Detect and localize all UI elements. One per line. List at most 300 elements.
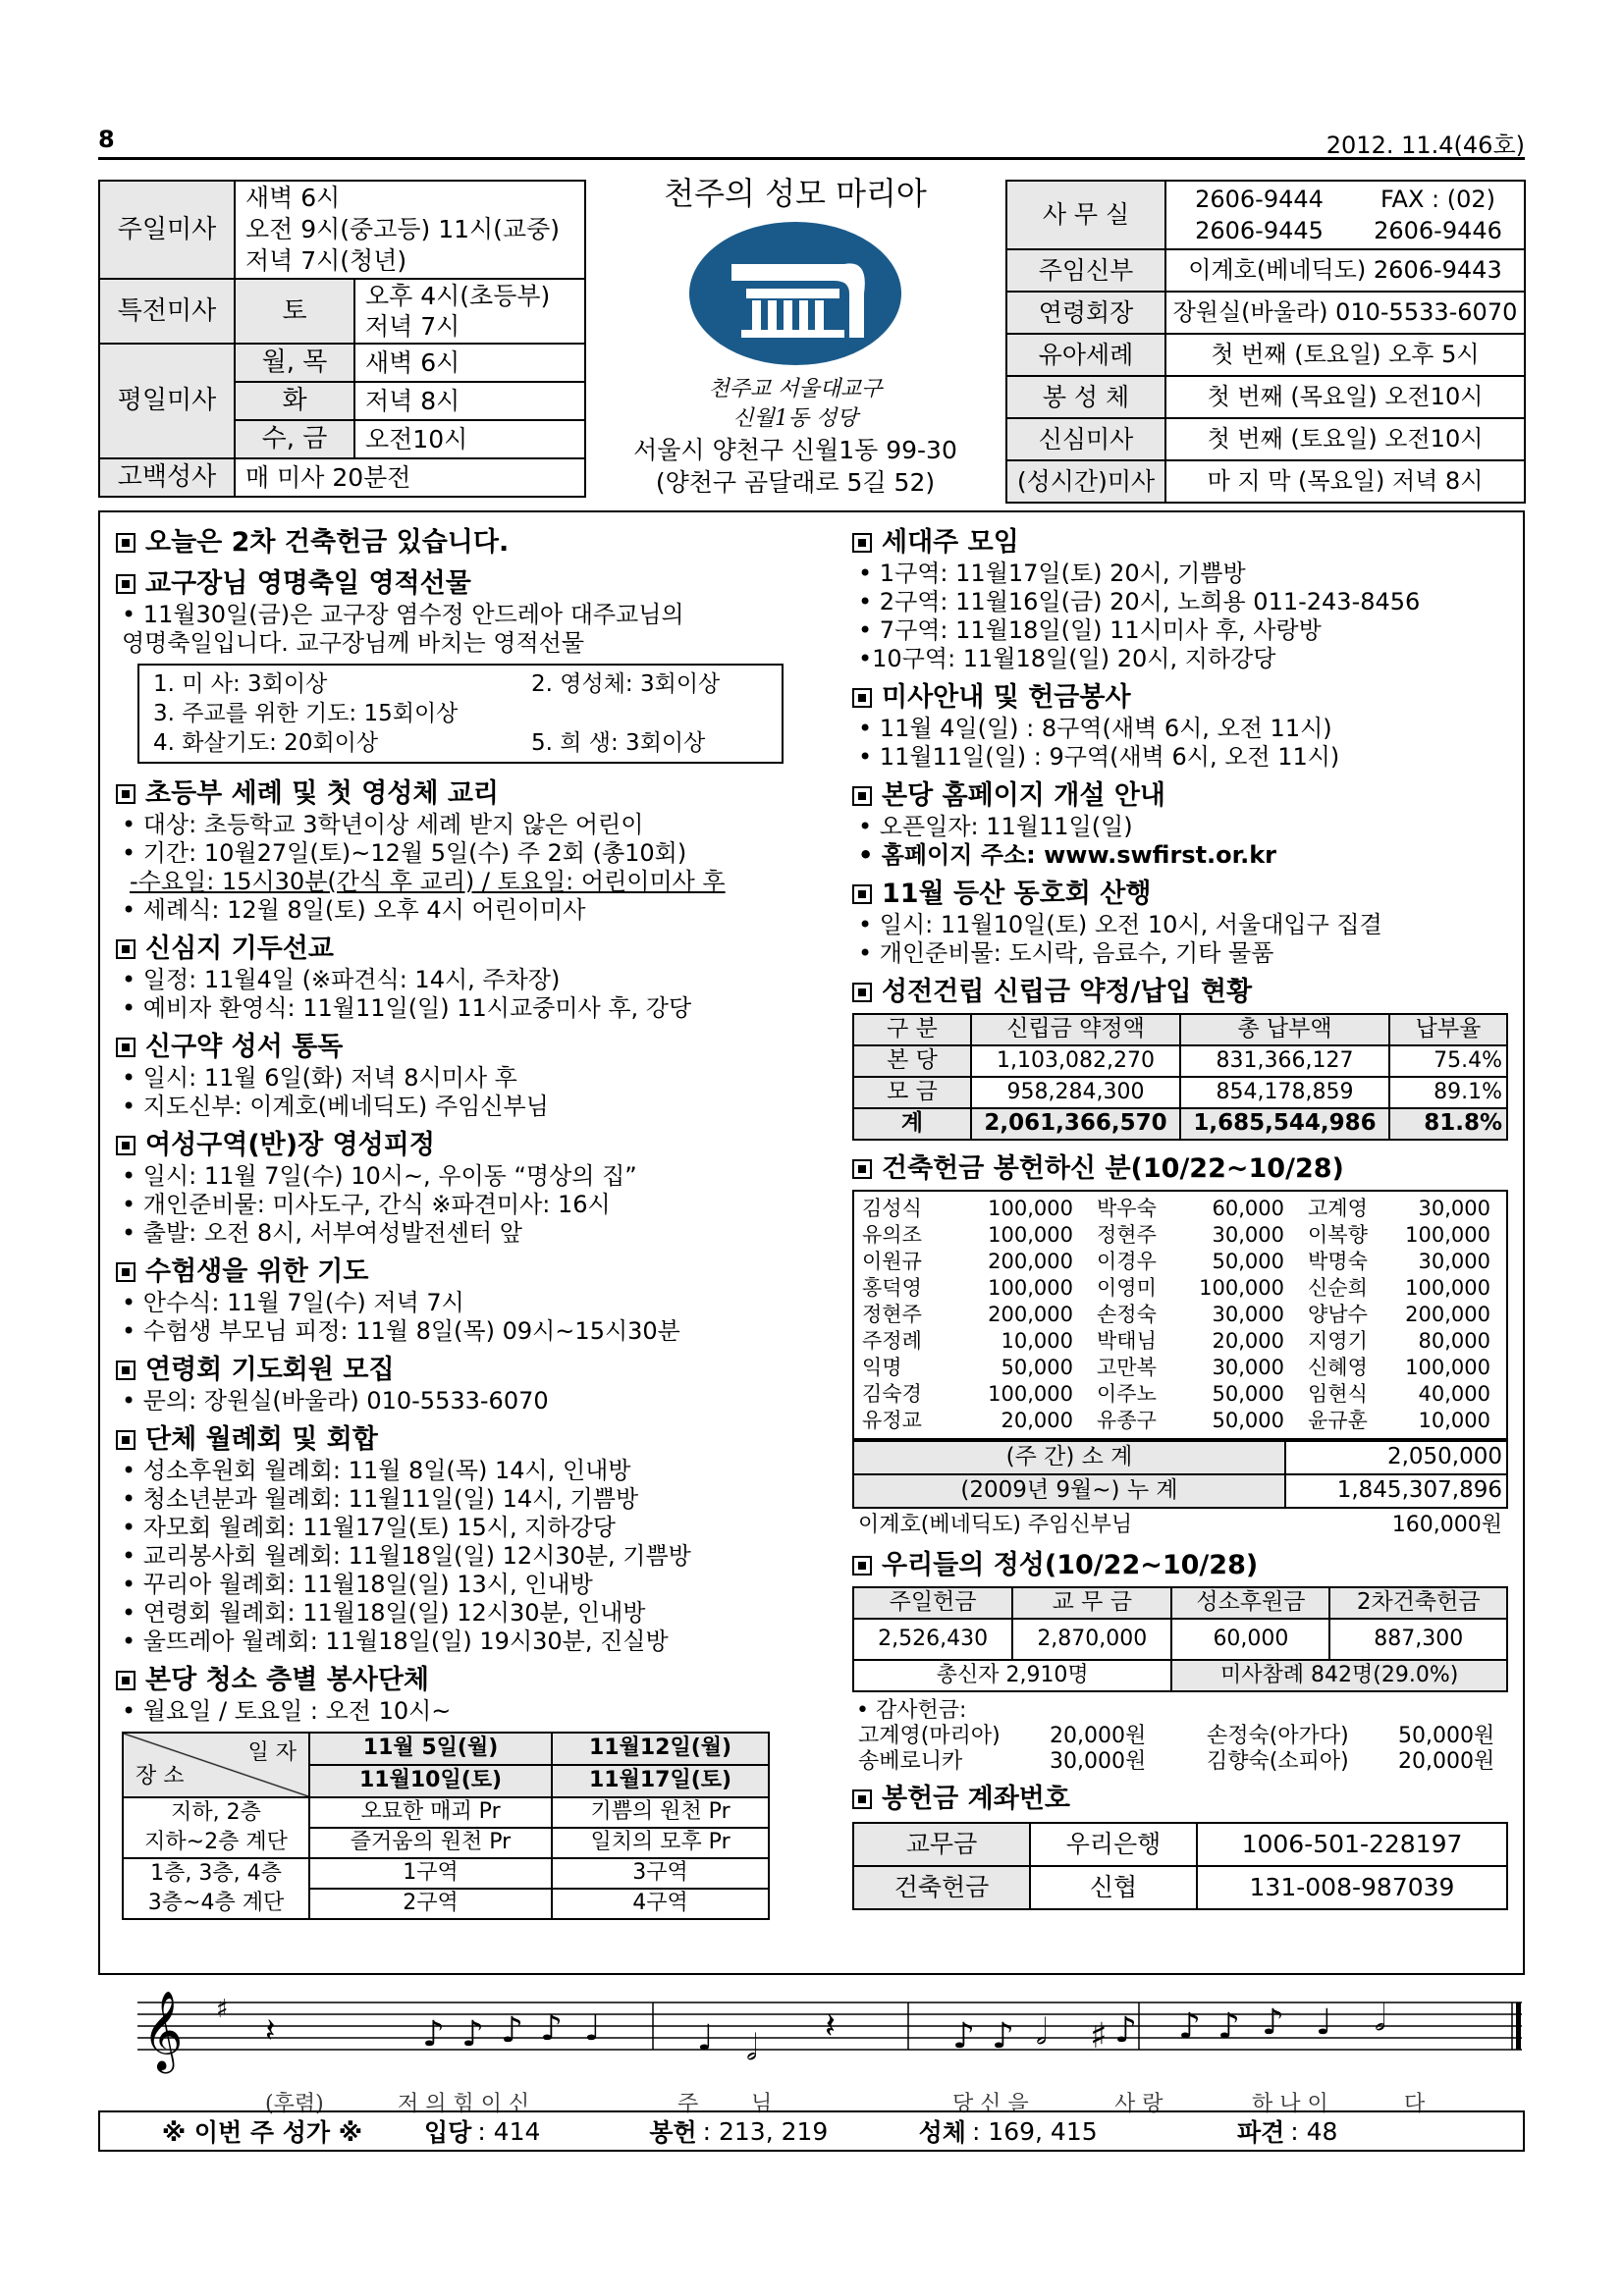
thanks-offering: [852, 1698, 1520, 1775]
table-cell: 2,526,430: [853, 1619, 1012, 1660]
donor-amount: 50,000: [1212, 1250, 1284, 1273]
checkbox-bullet-icon: [116, 1262, 135, 1282]
hymn-value: : 414: [477, 2116, 541, 2146]
donor-amount: 100,000: [1405, 1276, 1490, 1300]
place-name: 3층~4층 계단: [147, 1891, 285, 1915]
sunday-time-2: 오전 9시(중고등) 11시(교중): [245, 215, 560, 243]
list-subitem: -수요일: 15시30분(간식 후 교리) / 토요일: 어린이미사 후: [130, 868, 726, 895]
donor-row: [862, 1196, 1498, 1222]
checkbox-bullet-icon: [852, 1556, 872, 1575]
lyric-fragment: 다: [1404, 2092, 1426, 2116]
svg-text:♪: ♪: [501, 2010, 523, 2051]
donor-row: [862, 1381, 1498, 1408]
section-title: 수험생을 위한 기도: [145, 1256, 369, 1287]
office-phones: [1165, 181, 1352, 249]
svg-text:𝄽: 𝄽: [265, 2011, 276, 2051]
donor-name: 임현식: [1308, 1382, 1368, 1406]
donor-name: 박태님: [1097, 1329, 1157, 1353]
sunday-time-1: 새벽 6시: [245, 184, 341, 212]
donor-row: [862, 1328, 1498, 1355]
gift-item: 1. 미 사: 3회이상: [153, 671, 328, 697]
section-heading: [116, 526, 784, 560]
bank-name: 우리은행: [1030, 1823, 1197, 1866]
thanks-amount: 20,000원: [1050, 1724, 1147, 1748]
thanks-amount: 50,000원: [1398, 1724, 1495, 1748]
account-number: 131-008-987039: [1197, 1866, 1507, 1909]
priest-amount: 160,000원: [1391, 1513, 1502, 1537]
place-name: 1층, 3층, 4층: [150, 1861, 282, 1886]
donor-amount: 200,000: [1405, 1303, 1490, 1326]
donor-row: [862, 1302, 1498, 1328]
donor-name: 손정숙: [1097, 1303, 1157, 1326]
row-label: 본 당: [853, 1045, 971, 1077]
table-cell: 854,178,859: [1180, 1077, 1389, 1108]
donor-amount: 50,000: [1212, 1382, 1284, 1406]
svg-text:♪: ♪: [952, 2016, 975, 2056]
list-item: • 개인준비물: 도시락, 음료수, 기타 물품: [852, 939, 1520, 968]
svg-text:♩: ♩: [697, 2018, 714, 2058]
list-item: • 연령회 월례회: 11월18일(일) 12시30분, 인내방: [116, 1599, 784, 1628]
section-title: 11월 등산 동호회 산행: [882, 879, 1152, 909]
donor-amount: 100,000: [988, 1276, 1073, 1300]
list-item: • 안수식: 11월 7일(수) 저녁 7시: [116, 1289, 784, 1317]
section-heading: [116, 777, 784, 811]
office-row-label: (성시간)미사: [1006, 460, 1165, 503]
donor-name: 김숙경: [862, 1382, 922, 1406]
group-cell: 2구역: [309, 1889, 552, 1919]
checkbox-bullet-icon: [116, 1136, 135, 1155]
donor-amount: 10,000: [1418, 1409, 1490, 1432]
donor-amount: 100,000: [988, 1197, 1073, 1220]
list-item: • 기간: 10월27일(토)~12월 5일(수) 주 2회 (총10회): [116, 839, 784, 868]
list-item: • 2구역: 11월16일(금) 20시, 노희용 011-243-8456: [852, 588, 1520, 616]
donor-amount: 30,000: [1418, 1250, 1490, 1273]
hymn-score: [98, 1983, 1525, 2116]
section-title: 초등부 세례 및 첫 영성체 교리: [145, 778, 499, 809]
section-title: 본당 청소 층별 봉사단체: [145, 1665, 430, 1695]
section-heading: [852, 976, 1520, 1009]
gift-item: 4. 화살기도: 20회이상: [153, 730, 379, 756]
list-item: 영명축일입니다. 교구장님께 바치는 영적선물: [122, 629, 585, 657]
date-cell: 11월 5일(월): [309, 1733, 552, 1765]
signature-line-2: 신월1동 성당: [732, 406, 858, 431]
table-cell: 60,000: [1171, 1619, 1329, 1660]
list-item: • 청소년분과 월례회: 11월11일(일) 14시, 기쁨방: [116, 1485, 784, 1514]
donor-name: 주정례: [862, 1329, 922, 1353]
section-heading: [852, 779, 1520, 813]
group-cell: 3구역: [552, 1858, 769, 1889]
list-item: • 7구역: 11월18일(일) 11시미사 후, 사랑방: [852, 616, 1520, 645]
donor-name: 정현주: [1097, 1223, 1157, 1247]
group-cell: 1구역: [309, 1858, 552, 1889]
section-title: 건축헌금 봉헌하신 분(10/22~10/28): [882, 1153, 1344, 1184]
list-item: • 수험생 부모님 피정: 11월 8일(목) 09시~15시30분: [116, 1317, 784, 1346]
table-cell: 2,061,366,570: [971, 1108, 1180, 1140]
section-heading: [116, 1255, 784, 1289]
office-row-label: 신심미사: [1006, 418, 1165, 460]
section-title: 오늘은 2차 건축헌금 있습니다.: [145, 527, 510, 558]
list-item: • 세례식: 12월 8일(토) 오후 4시 어린이미사: [116, 896, 784, 925]
section-heading: [852, 1152, 1520, 1186]
donor-name: 유정교: [862, 1409, 922, 1432]
music-staff-icon: [98, 1983, 1525, 2081]
section-heading: [116, 1354, 784, 1387]
donor-row: [862, 1408, 1498, 1434]
column-header: 신립금 약정액: [971, 1014, 1180, 1045]
weekday-day-2: 화: [235, 382, 354, 420]
checkbox-bullet-icon: [116, 533, 135, 553]
priest-name: 이계호(베네딕도) 주임신부님: [858, 1513, 1133, 1537]
checkbox-bullet-icon: [852, 688, 872, 708]
donor-name: 유의조: [862, 1223, 922, 1247]
date-cell: 11월10일(토): [309, 1765, 552, 1797]
list-item: • 자모회 월례회: 11월17일(토) 15시, 지하강당: [116, 1514, 784, 1542]
date-cell: 11월12일(월): [552, 1733, 769, 1765]
signature-line-1: 천주교 서울대교구: [708, 377, 883, 401]
hymn-numbers-bar: [98, 2110, 1525, 2152]
place-cell: [123, 1858, 309, 1919]
list-item: • 일시: 11월 6일(화) 저녁 8시미사 후: [116, 1064, 784, 1093]
hymn-label: 입당: [424, 2118, 472, 2147]
donor-name: 지영기: [1308, 1329, 1368, 1353]
list-item: • 울뜨레아 월례회: 11월18일(일) 19시30분, 진실방: [116, 1628, 784, 1656]
table-cell: 1,103,082,270: [971, 1045, 1180, 1077]
sunday-time-3: 저녁 7시(청년): [245, 246, 407, 275]
account-type: 건축헌금: [853, 1866, 1030, 1909]
section-heading: [116, 933, 784, 966]
office-info-table: [1005, 180, 1526, 504]
thanks-amount: 20,000원: [1398, 1749, 1495, 1774]
issue-date: 2012. 11.4(46호): [1325, 132, 1525, 159]
donor-amount: 20,000: [1001, 1409, 1073, 1432]
pledge-status-table: [852, 1013, 1508, 1141]
mass-attendance: 미사참례 842명(29.0%): [1171, 1660, 1507, 1691]
donor-amount: 100,000: [988, 1223, 1073, 1247]
column-header: 납부율: [1389, 1014, 1507, 1045]
date-place-header: [123, 1733, 309, 1797]
donor-amount: 200,000: [988, 1303, 1073, 1326]
section-title: 신심지 기두선교: [145, 934, 334, 964]
table-cell: 887,300: [1329, 1619, 1507, 1660]
donor-amount: 40,000: [1418, 1382, 1490, 1406]
section-title: 본당 홈페이지 개설 안내: [882, 780, 1166, 811]
svg-text:♪: ♪: [422, 2014, 445, 2055]
list-item: • 일시: 11월 7일(수) 10시~, 우이동 “명상의 집”: [116, 1162, 784, 1191]
checkbox-bullet-icon: [116, 1430, 135, 1450]
list-item: • 성소후원회 월례회: 11월 8일(목) 14시, 인내방: [116, 1457, 784, 1485]
sunday-mass-label: 주일미사: [99, 181, 235, 279]
list-item: • 지도신부: 이계호(베네딕도) 주임신부님: [116, 1093, 784, 1121]
row-label: 모 금: [853, 1077, 971, 1108]
checkbox-bullet-icon: [852, 983, 872, 1002]
lyric-fragment: (후렴): [265, 2092, 324, 2116]
donor-name: 홍덕영: [862, 1276, 922, 1300]
date-cell: 11월17일(토): [552, 1765, 769, 1797]
donor-amount: 30,000: [1212, 1303, 1284, 1326]
section-title: 성전건립 신립금 약정/납입 현황: [882, 977, 1253, 1007]
lyric-fragment: 당 신 을: [952, 2092, 1029, 2116]
right-column: [852, 518, 1520, 1910]
donor-row: [862, 1222, 1498, 1249]
left-column: [116, 518, 784, 1920]
section-heading: [852, 1549, 1520, 1582]
lyric-fragment: 사 랑: [1114, 2092, 1163, 2116]
thanks-name: 송베로니카: [858, 1749, 963, 1774]
section-title: 연령회 기도회원 모집: [145, 1355, 395, 1385]
hymn-bar-label: ※ 이번 주 성가 ※: [161, 2118, 363, 2147]
weekday-mass-label: 평일미사: [99, 344, 235, 458]
section-heading: [852, 878, 1520, 911]
section-heading: [116, 1129, 784, 1162]
place-header: 장 소: [135, 1764, 185, 1789]
weekday-day-3: 수, 금: [235, 420, 354, 458]
parish-logo-icon: [687, 220, 903, 367]
svg-text:♯: ♯: [1090, 2016, 1108, 2056]
donor-amount: 30,000: [1212, 1223, 1284, 1247]
section-title: 봉헌금 계좌번호: [882, 1784, 1070, 1814]
thanks-name: 고계영(마리아): [858, 1724, 1001, 1748]
checkbox-bullet-icon: [852, 1159, 872, 1179]
donor-row: [862, 1355, 1498, 1381]
donor-amount: 100,000: [1199, 1276, 1284, 1300]
section-title: 미사안내 및 헌금봉사: [882, 682, 1131, 713]
masthead-title: 천주의 성모 마리아: [664, 175, 927, 212]
donor-amount: 200,000: [988, 1250, 1073, 1273]
group-cell: 즐거움의 원천 Pr: [309, 1828, 552, 1858]
column-header: 성소후원금: [1171, 1587, 1329, 1619]
hymn-label: 파견: [1236, 2118, 1285, 2147]
donor-name: 박우숙: [1097, 1197, 1157, 1220]
cumulative-sum-value: 1,845,307,896: [1285, 1474, 1507, 1508]
svg-text:♩: ♩: [1316, 2002, 1332, 2043]
gift-item: 3. 주교를 위한 기도: 15회이상: [153, 701, 459, 726]
section-heading: [852, 526, 1520, 560]
list-item: • 꾸리아 월례회: 11월18일(일) 13시, 인내방: [116, 1571, 784, 1599]
svg-text:𝄞: 𝄞: [142, 1990, 184, 2070]
table-cell: 2,870,000: [1012, 1619, 1171, 1660]
donor-name: 이경우: [1097, 1250, 1157, 1273]
place-name: 지하~2층 계단: [144, 1830, 288, 1854]
column-header: 구 분: [853, 1014, 971, 1045]
group-cell: 4구역: [552, 1889, 769, 1919]
donor-name: 익명: [862, 1356, 902, 1379]
column-header: 교 무 금: [1012, 1587, 1171, 1619]
donor-amount: 50,000: [1001, 1356, 1073, 1379]
donor-amount: 60,000: [1212, 1197, 1284, 1220]
donor-name: 신혜영: [1308, 1356, 1368, 1379]
table-cell: 831,366,127: [1180, 1045, 1389, 1077]
donor-name: 양남수: [1308, 1303, 1368, 1326]
bank-account-table: [852, 1822, 1508, 1910]
svg-text:𝄽: 𝄽: [825, 2006, 837, 2047]
lyric-fragment: 저 의 힘 이 신: [398, 2092, 530, 2116]
donor-name: 이원규: [862, 1250, 922, 1273]
svg-text:𝅗𝅥: 𝅗𝅥: [746, 2028, 758, 2068]
donor-amount: 100,000: [988, 1382, 1073, 1406]
checkbox-bullet-icon: [852, 1789, 872, 1809]
svg-text:♪: ♪: [1178, 2006, 1201, 2047]
group-cell: 일치의 모후 Pr: [552, 1828, 769, 1858]
hymn-value: : 169, 415: [971, 2116, 1098, 2146]
list-item: • 11월30일(금)은 교구장 염수정 안드레아 대주교님의: [116, 601, 784, 629]
header-rule: [98, 157, 1525, 160]
table-cell: 75.4%: [1389, 1045, 1507, 1077]
donor-name: 이복향: [1308, 1223, 1368, 1247]
section-title: 신구약 성서 통독: [145, 1032, 344, 1062]
office-row-value: 첫 번째 (토요일) 오후 5시: [1165, 334, 1525, 376]
column-header: 총 납부액: [1180, 1014, 1389, 1045]
section-title: 여성구역(반)장 영성피정: [145, 1130, 435, 1160]
fax-number: 2606-9446: [1374, 217, 1502, 244]
list-item: • 예비자 환영식: 11월11일(일) 11시교중미사 후, 강당: [116, 994, 784, 1023]
office-row-value: 첫 번째 (토요일) 오전10시: [1165, 418, 1525, 460]
donor-amount: 30,000: [1418, 1197, 1490, 1220]
weekday-time-3: 오전10시: [354, 420, 585, 458]
table-cell: 81.8%: [1389, 1108, 1507, 1140]
office-row-label: 주임신부: [1006, 249, 1165, 292]
parish-masthead: [599, 175, 992, 499]
bank-name: 신협: [1030, 1866, 1197, 1909]
total-members: 총신자 2,910명: [853, 1660, 1171, 1691]
checkbox-bullet-icon: [852, 533, 872, 553]
donor-name: 김성식: [862, 1197, 922, 1220]
date-header: 일 자: [247, 1739, 297, 1765]
svg-text:♪: ♪: [1262, 2002, 1284, 2043]
weekly-sum-label: (주 간) 소 계: [853, 1441, 1285, 1474]
lyric-fragment: 님: [751, 2092, 773, 2116]
svg-text:♪: ♪: [461, 2014, 484, 2055]
svg-text:♪: ♪: [1114, 2010, 1137, 2051]
section-heading: [852, 681, 1520, 715]
priest-donation: [852, 1509, 1508, 1541]
office-fax: [1352, 181, 1525, 249]
gift-item: 2. 영성체: 3회이상: [531, 671, 721, 697]
list-item: •10구역: 11월18일(일) 20시, 지하강당: [858, 645, 1276, 672]
svg-text:♪: ♪: [1217, 2006, 1240, 2047]
checkbox-bullet-icon: [116, 1038, 135, 1057]
office-row-label: 봉 성 체: [1006, 376, 1165, 418]
sunday-mass-times: [235, 181, 585, 279]
checkbox-bullet-icon: [116, 1361, 135, 1380]
list-item: • 교리봉사회 월례회: 11월18일(일) 12시30분, 기쁨방: [116, 1542, 784, 1571]
section-heading: [852, 1783, 1520, 1816]
list-item: • 11월11일(일) : 9구역(새벽 6시, 오전 11시): [852, 743, 1520, 772]
thanks-name: 김향숙(소피아): [1207, 1749, 1349, 1774]
section-heading: [116, 1031, 784, 1064]
special-mass-times: [354, 279, 585, 344]
group-cell: 기쁨의 원천 Pr: [552, 1797, 769, 1828]
weekly-sum-value: 2,050,000: [1285, 1441, 1507, 1474]
list-item: • 일시: 11월10일(토) 오전 10시, 서울대입구 집결: [852, 911, 1520, 939]
thanks-name: 손정숙(아가다): [1207, 1724, 1349, 1748]
checkbox-bullet-icon: [852, 884, 872, 904]
donor-amount: 50,000: [1212, 1409, 1284, 1432]
confession-label: 고백성사: [99, 458, 235, 497]
cleaning-schedule-table: [122, 1732, 770, 1920]
donor-name: 고계영: [1308, 1197, 1368, 1220]
donor-name: 윤규훈: [1308, 1409, 1368, 1432]
account-type: 교무금: [853, 1823, 1030, 1866]
donor-amount: 100,000: [1405, 1223, 1490, 1247]
office-row-label: 연령회장: [1006, 292, 1165, 334]
donor-amount: 10,000: [1001, 1329, 1073, 1353]
donation-sum-table: [852, 1440, 1508, 1509]
section-heading: [116, 567, 784, 601]
office-phone-1: 2606-9444: [1195, 186, 1324, 213]
special-time-2: 저녁 7시: [365, 312, 460, 341]
section-title: 세대주 모임: [882, 527, 1019, 558]
checkbox-bullet-icon: [116, 1671, 135, 1690]
donor-name: 고만복: [1097, 1356, 1157, 1379]
donor-name: 신순희: [1308, 1276, 1368, 1300]
checkbox-bullet-icon: [116, 574, 135, 594]
place-cell: [123, 1797, 309, 1858]
office-row-value: 마 지 막 (목요일) 저녁 8시: [1165, 460, 1525, 503]
svg-text:♯: ♯: [216, 1995, 229, 2024]
column-header: 주일헌금: [853, 1587, 1012, 1619]
checkbox-bullet-icon: [116, 939, 135, 959]
donor-name: 이주노: [1097, 1382, 1157, 1406]
list-item: • 문의: 장원실(바울라) 010-5533-6070: [116, 1387, 784, 1415]
cumulative-sum-label: (2009년 9월~) 누 계: [853, 1474, 1285, 1508]
donor-name: 박명숙: [1308, 1250, 1368, 1273]
lyric-fragment: 주: [677, 2092, 699, 2116]
svg-text:𝅗𝅥: 𝅗𝅥: [1036, 2012, 1048, 2053]
office-label: 사 무 실: [1006, 181, 1165, 249]
list-item: • 월요일 / 토요일 : 오전 10시~: [116, 1697, 784, 1726]
section-title: 교구장님 영명축일 영적선물: [145, 568, 471, 599]
donor-row: [862, 1249, 1498, 1275]
weekday-time-1: 새벽 6시: [354, 344, 585, 382]
checkbox-bullet-icon: [116, 784, 135, 804]
lyric-fragment: 하 나 이: [1252, 2092, 1328, 2116]
column-header: 2차건축헌금: [1329, 1587, 1507, 1619]
mass-schedule-table: [98, 180, 586, 498]
hymn-label: 성체: [918, 2118, 966, 2147]
parish-address: 서울시 양천구 신월1동 99-30: [633, 436, 957, 464]
group-cell: 오묘한 매괴 Pr: [309, 1797, 552, 1828]
office-row-value: 이계호(베네딕도) 2606-9443: [1165, 249, 1525, 292]
office-row-value: 장원실(바울라) 010-5533-6070: [1165, 292, 1525, 334]
confession-text: 매 미사 20분전: [235, 458, 585, 497]
svg-text:♩: ♩: [584, 2008, 601, 2049]
svg-text:𝅗𝅥: 𝅗𝅥: [1375, 1999, 1386, 2039]
table-cell: 958,284,300: [971, 1077, 1180, 1108]
donor-name: 이영미: [1097, 1276, 1157, 1300]
table-cell: 89.1%: [1389, 1077, 1507, 1108]
table-cell: 1,685,544,986: [1180, 1108, 1389, 1140]
parish-address-road: (양천구 곰달래로 5길 52): [655, 468, 936, 497]
offering-table: [852, 1586, 1508, 1692]
section-heading: [116, 1423, 784, 1457]
office-phone-2: 2606-9445: [1195, 217, 1324, 244]
weekday-time-2: 저녁 8시: [354, 382, 585, 420]
office-row-label: 유아세례: [1006, 334, 1165, 376]
special-mass-label: 특전미사: [99, 279, 235, 344]
hymn-value: : 48: [1290, 2116, 1338, 2146]
donor-amount: 100,000: [1405, 1356, 1490, 1379]
list-item: • 11월 4일(일) : 8구역(새벽 6시, 오전 11시): [852, 715, 1520, 743]
row-label: 계: [853, 1108, 971, 1140]
donor-amount: 30,000: [1212, 1356, 1284, 1379]
special-time-1: 오후 4시(초등부): [365, 282, 551, 310]
fax-label: FAX : (02): [1380, 186, 1496, 213]
donor-list: [852, 1190, 1508, 1440]
section-title: 단체 월례회 및 회합: [145, 1424, 378, 1455]
thanks-amount: 30,000원: [1050, 1749, 1147, 1774]
donor-name: 정현주: [862, 1303, 922, 1326]
donor-amount: 80,000: [1418, 1329, 1490, 1353]
